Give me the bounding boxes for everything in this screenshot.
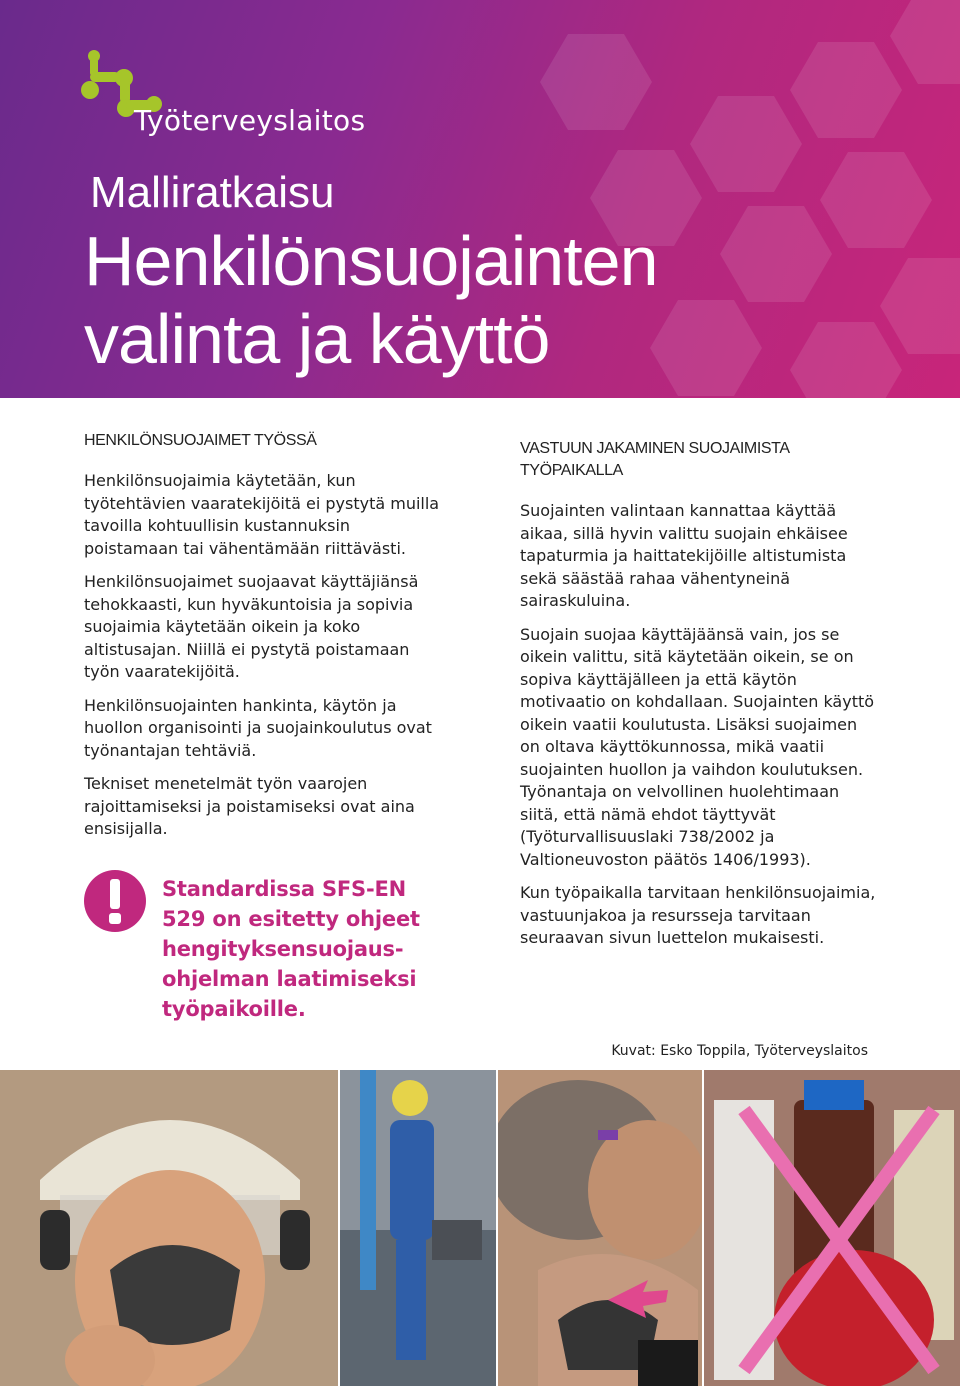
section-heading: HENKILÖNSUOJAIMET TYÖSSÄ (84, 432, 317, 449)
photo-chemical-bottles (704, 1070, 960, 1386)
standard-notice (84, 868, 424, 1028)
photo-respirator-mask (0, 1070, 338, 1386)
paragraph: Suojain suojaa käyttäjäänsä vain, jos se oikein valittu, sitä käytetään oikein, se on sopiva käyttäjälleen ja että käytön motivaatio on kohdallaan. Suojainten käyttö oikein vaatii koulutusta. Lisäksi suojaimen on oltava käyttökunnossa, mikä vaatii suojainten huollon ja vaihdon koulutuksen. Työnantaja on velvollinen huolehtimaan siitä, että nämä ehdot täyttyvät (Työturvallisuuslaki 738/2002 ja Valtioneuvoston päätös 1406/1993). (520, 624, 875, 869)
paragraph: Henkilönsuojainten hankinta, käytön ja huollon organisointi ja suojainkoulutus ovat työnantajan tehtäviä. (84, 695, 432, 760)
hexagon-decoration (880, 258, 960, 354)
photo-earplug-insertion (498, 1070, 702, 1386)
paragraph: Tekniset menetelmät työn vaarojen rajoittamiseksi ja poistamiseksi ovat aina ensisijalla. (84, 774, 415, 838)
photo-strip (0, 1070, 960, 1386)
right-column (520, 438, 880, 961)
paragraph: Henkilönsuojaimet suojaavat käyttäjiänsä tehokkaasti, kun hyväkuntoisia ja sopivia suojaimia käytetään oikein ja koko altistusajan. Niillä ei pystytä poistamaan työn vaaratekijöitä. (84, 572, 419, 681)
photo-credit: Kuvat: Esko Toppila, Työterveyslaitos (611, 1043, 868, 1059)
document-title (84, 222, 884, 378)
document-subtitle: Malliratkaisu (90, 168, 335, 217)
paragraph: Suojainten valintaan kannattaa käyttää aikaa, sillä hyvin valittu suojain ehkäisee tapaturmia ja haittatekijöille altistumista sekä säästää rahaa vähentyneinä sairaskuluina. (520, 501, 848, 610)
paragraph: Kun työpaikalla tarvitaan henkilönsuojaimia, vastuunjakoa ja resursseja tarvitaan seuraavan sivun luettelon mukaisesti. (520, 883, 876, 947)
exclamation-icon (84, 870, 146, 932)
hexagon-decoration (540, 34, 652, 130)
hexagon-decoration (790, 42, 902, 138)
title-line-2: valinta ja käyttö (84, 300, 550, 378)
hexagon-decoration (890, 0, 960, 84)
notice-text: Standardissa SFS-EN 529 on esitetty ohjeet hengityksensuojaus-ohjelman laatimiseksi työpaikoille. (162, 877, 420, 1021)
title-line-1: Henkilönsuojainten (84, 222, 658, 300)
brand-name: Työterveyslaitos (134, 104, 366, 137)
hexagon-decoration (690, 96, 802, 192)
left-column (84, 430, 444, 852)
hero-banner (0, 0, 960, 398)
paragraph: Henkilönsuojaimia käytetään, kun työtehtävien vaaratekijöitä ei pystytä muilla tavoilla kohtuullisin kustannuksin poistamaan tai vähentämään riittävästi. (84, 471, 440, 558)
section-heading: VASTUUN JAKAMINEN SUOJAIMISTA TYÖPAIKALLA (520, 440, 789, 479)
photo-worker-grinding (340, 1070, 496, 1386)
